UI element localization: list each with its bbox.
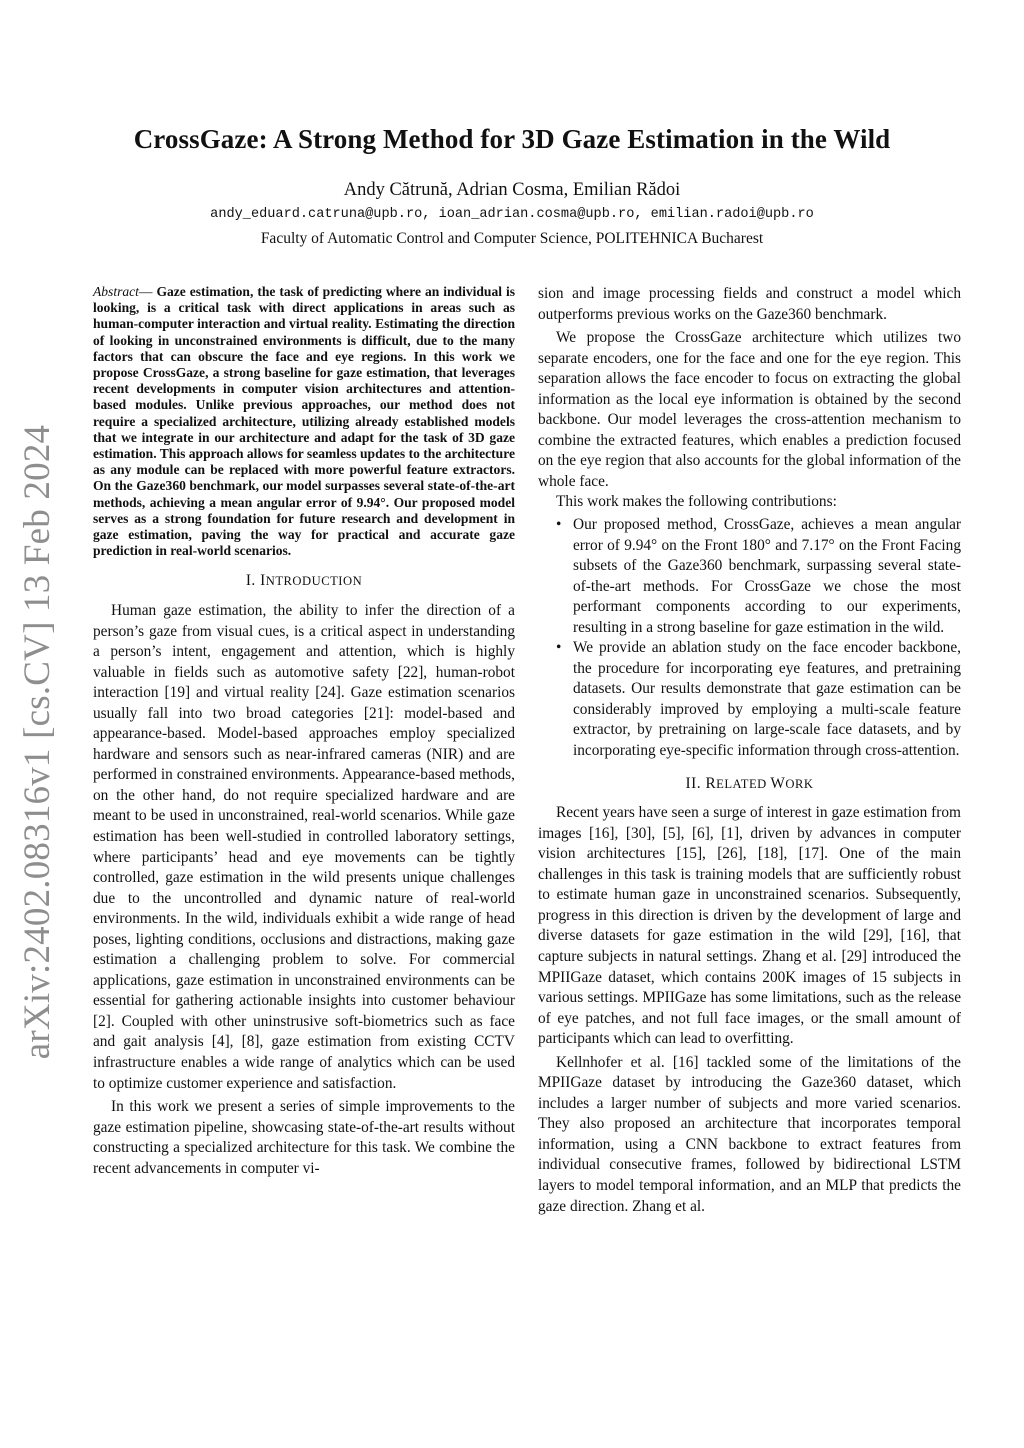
list-item — [538, 515, 961, 638]
section-initial: I — [260, 572, 266, 590]
list-item — [538, 638, 961, 761]
contribution-text: Our proposed method, CrossGaze, achieves a mean angular error of 9.94° on the Front 180° and 7.17° on the Front Facing subsets of the Gaze360 benchmark, surpassing several state-of-the-art methods. For CrossGaze we chose the most performant components according to our experiments, resulting in a strong baseline for gaze estimation in the wild. — [573, 516, 961, 636]
intro-paragraph-1: Human gaze estimation, the ability to infer the direction of a person’s gaze from visual cues, is a critical aspect in understanding a person’s intent, engagement and attention, which is highly valuable in fields such as automotive safety [22], human-robot interaction [19] and virtual reality [24]. Gaze estimation scenarios usually fall into two broad categories [21]: model-based and appearance-based. Model-based approaches employ specialized hardware and sensors such as near-infrared cameras (NIR) and are performed in constrained environments. Appearance-based methods, on the other hand, do not require specialized hardware and are meant to be used in unconstrained, real-world scenarios. While gaze estimation has been well-studied in controlled laboratory settings, where participants’ head and eye movements can be tightly controlled, gaze estimation in the wild presents unique challenges due to the uncontrolled and dynamic nature of real-world environments. In the wild, individuals exhibit a wide range of head poses, lighting conditions, occlusions and distractions, making gaze estimation a challenging problem to solve. For commercial applications, gaze estimation in unconstrained environments can be essential for gathering actionable insights into customer behaviour [2]. Coupled with other uninstrusive soft-biometrics such as face and gait analysis [4], [8], gaze estimation from existing CCTV infrastructure enables a wide range of analytics which can be used to optimize customer experience and satisfaction. — [93, 602, 515, 1092]
section-rest: NTRODUCTION — [265, 574, 363, 589]
section-numeral: II. — [685, 774, 706, 792]
related-paragraph-1: Recent years have seen a surge of interest in gaze estimation from images [16], [30], [5], [6], [1], driven by advances in computer vision architectures [15], [26], [18], [17]. One of the main challenges in this task is training models that are sufficiently robust to estimate human gaze in unconstrained scenarios. Subsequently, progress in this direction is driven by the development of large and diverse datasets for gaze estimation in the wild [29], [16], that capture subjects in natural settings. Zhang et al. [29] introduced the MPIIGaze dataset, which contains 200K images of 15 subjects in various settings. MPIIGaze has some limitations, such as the release of eye patches, and not full face images, or the small amount of participants which can lead to overfitting. — [538, 804, 961, 1048]
author-emails[interactable]: andy_eduard.catruna@upb.ro, ioan_adrian.cosma@upb.ro, emilian.radoi@upb.ro — [210, 207, 814, 222]
paper-title: CrossGaze: A Strong Method for 3D Gaze Estimation in the Wild — [133, 124, 891, 154]
intro-paragraph-3: We propose the CrossGaze architecture which utilizes two separate encoders, one for the face and one for the eye region. This separation allows the face encoder to focus on extracting the global information as the local eye information is obtained by the second backbone. Our model leverages the cross-attention mechanism to combine the extracted features, which enables a prediction focused on the eye region that also accounts for the global information of the whole face. — [538, 329, 961, 490]
section-rest: ELATED — [716, 776, 771, 791]
section-initial: R — [705, 774, 717, 792]
intro-paragraph-4: This work makes the following contributions: — [556, 493, 837, 511]
intro-paragraph-continued: sion and image processing fields and construct a model which outperforms previous works on the Gaze360 benchmark. — [538, 285, 961, 323]
section-numeral: I. — [245, 572, 261, 590]
contribution-list — [538, 515, 961, 762]
related-paragraph-2: Kellnhofer et al. [16] tackled some of the limitations of the MPIIGaze dataset by introducing the Gaze360 dataset, which includes a larger number of subjects and more varied scenarios. They also proposed an architecture that incorporates temporal information, using a CNN backbone to extract features from individual consecutive frames, followed by bidirectional LSTM layers to model temporal information, and an MLP that predicts the gaze direction. Zhang et al. — [538, 1053, 961, 1215]
left-column — [93, 284, 515, 1179]
arxiv-identifier[interactable]: arXiv:2402.08316v1 [cs.CV] 13 Feb 2024 — [17, 424, 58, 1060]
section-initial: W — [770, 774, 786, 792]
bullet-icon: • — [556, 639, 562, 657]
abstract-label: Abstract — [93, 284, 139, 299]
affiliation: Faculty of Automatic Control and Computer Science, POLITEHNICA Bucharest — [260, 230, 764, 247]
contribution-text: We provide an ablation study on the face encoder backbone, the procedure for incorporating eye features, and pretraining datasets. Our results demonstrate that gaze estimation can be considerably improved by employing a multi-scale feature extractor, by pretraining on large-scale face datasets, and by incorporating eye-specific information through cross-attention. — [573, 639, 961, 760]
abstract-text: Gaze estimation, the task of predicting where an individual is looking, is a critical task with direct applications in areas such as human-computer interaction and virtual reality. Estimating the direction of looking in unconstrained environments is difficult, due to the many factors that can obscure the face and eye regions. In this work we propose CrossGaze, a strong baseline for gaze estimation, that leverages recent developments in computer vision architectures and attention-based modules. Unlike previous approaches, our method does not require a specialized architecture, utilizing already established models that we integrate in our architecture and adapt for the task of 3D gaze estimation. This approach allows for seamless updates to the architecture as any module can be replaced with more powerful feature extractors. On the Gaze360 benchmark, our model surpasses several state-of-the-art methods, achieving a mean angular error of 9.94°. Our proposed model serves as a strong foundation for future research and development in gaze estimation, paving the way for practical and accurate gaze prediction in real-world scenarios. — [93, 284, 515, 559]
right-column — [538, 284, 961, 1217]
section-rest: ORK — [785, 776, 814, 791]
abstract — [93, 284, 515, 559]
intro-paragraph-2: In this work we present a series of simple improvements to the gaze estimation pipeline, showcasing state-of-the-art results without constructing a specialized architecture for this task. We combine the recent advancements in computer vi- — [93, 1098, 515, 1177]
bullet-icon: • — [556, 516, 562, 534]
section-heading-introduction — [93, 571, 515, 592]
author-list: Andy Cătrună, Adrian Cosma, Emilian Rădoi — [343, 180, 681, 200]
section-heading-related-work — [538, 774, 961, 795]
abstract-dash: — — [138, 284, 153, 299]
